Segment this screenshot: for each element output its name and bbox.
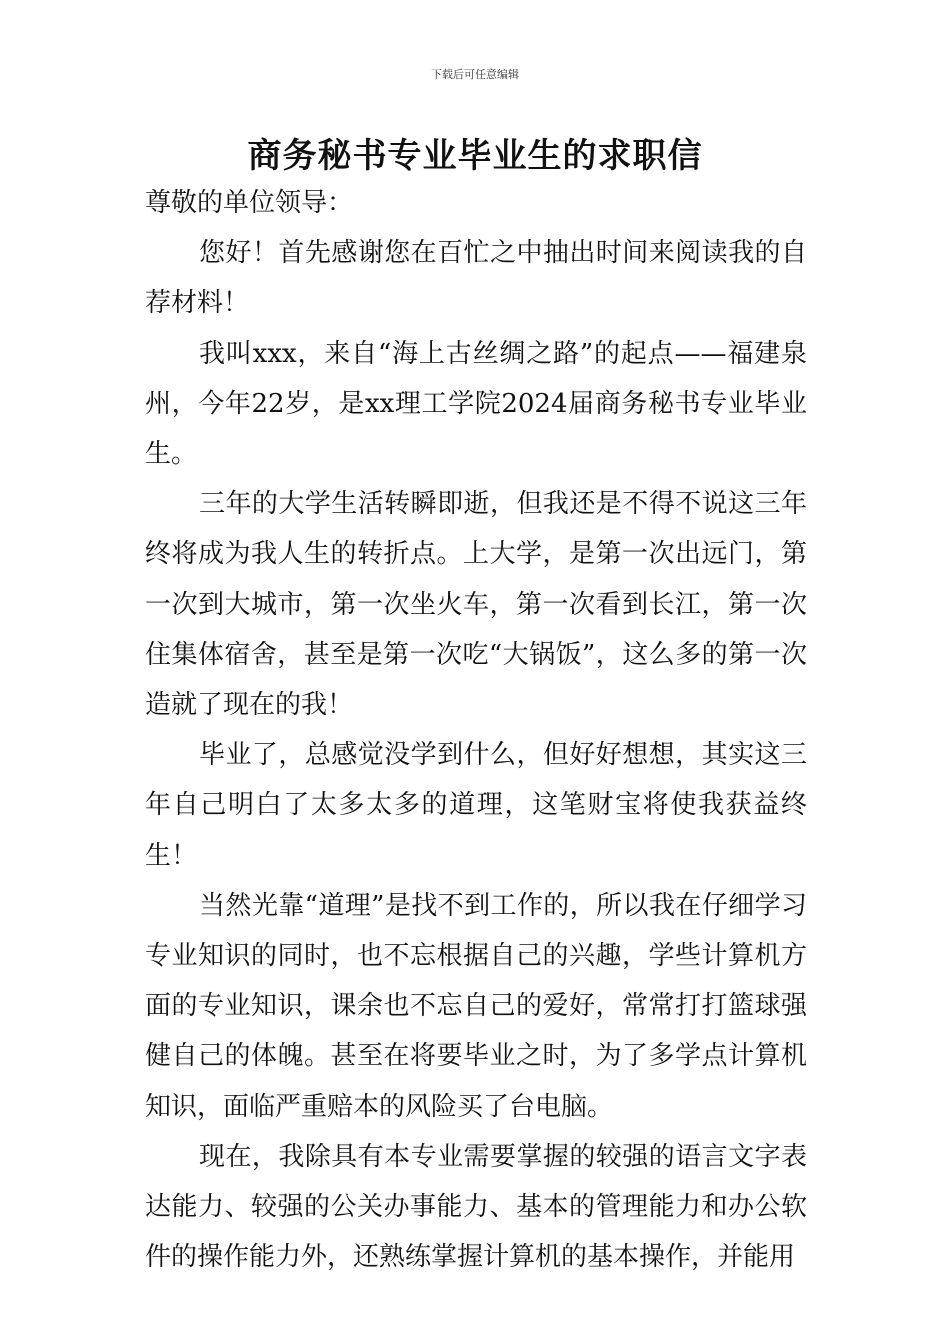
paragraph-university-life: 三年的大学生活转瞬即逝，但我还是不得不说这三年终将成为我人生的转折点。上大学，是第一次出远门，第一次到大城市，第一次坐火车，第一次看到长江，第一次住集体宿舍，甚至是第一次吃“大锅饭”，这么多的第一次造就了现在的我！ (145, 489, 807, 721)
paragraph-abilities: 现在，我除具有本专业需要掌握的较强的语言文字表达能力、较强的公关办事能力、基本的管理能力和办公软件的操作能力外，还熟练掌握计算机的基本操作，并能用 (145, 1141, 807, 1273)
header-note: 下载后可任意编辑 (431, 68, 519, 81)
paragraph-skills-study: 当然光靠“道理”是找不到工作的，所以我在仔细学习专业知识的同时，也不忘根据自己的兴趣，学些计算机方面的专业知识，课余也不忘自己的爱好，常常打打篮球强健自己的体魄。甚至在将要毕业之时，为了多学点计算机知识，面临严重赔本的风险买了台电脑。 (145, 890, 807, 1122)
paragraph-greeting: 您好！首先感谢您在百忙之中抽出时间来阅读我的自荐材料！ (145, 238, 807, 319)
paragraph-graduation: 毕业了，总感觉没学到什么，但好好想想，其实这三年自己明白了太多太多的道理，这笔财宝将使我获益终生！ (145, 740, 807, 871)
salutation: 尊敬的单位领导： (145, 188, 354, 218)
page-title: 商务秘书专业毕业生的求职信 (247, 136, 703, 176)
paragraph-introduction: 我叫xxx，来自“海上古丝绸之路”的起点——福建泉州，今年22岁，是xx理工学院2024届商务秘书专业毕业生。 (145, 338, 807, 470)
letter-body (145, 178, 807, 1282)
